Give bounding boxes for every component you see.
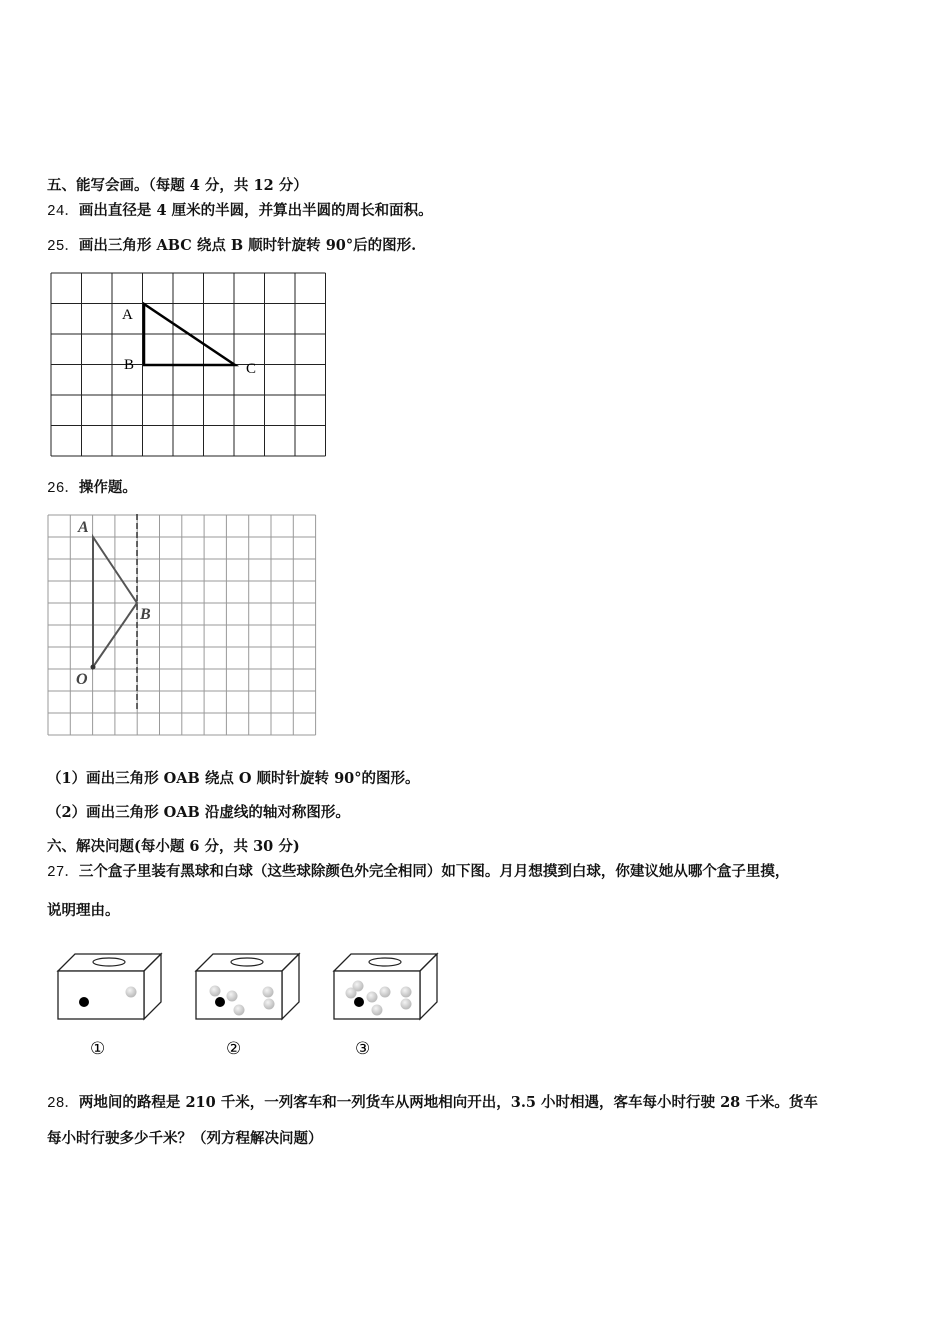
black-ball (215, 997, 225, 1007)
white-ball (234, 1005, 245, 1016)
question-28 (47, 1094, 818, 1113)
question-number: 28． (47, 1096, 79, 1112)
black-ball (354, 997, 364, 1007)
white-ball (346, 988, 357, 999)
white-ball (210, 986, 221, 997)
white-ball (264, 999, 275, 1010)
question-26-sub1: （1）画出三角形 OAB 绕点 O 顺时针旋转 90°的图形。 (47, 770, 420, 787)
label-a2: A (78, 519, 89, 536)
box-label-1: ① (90, 1039, 106, 1059)
question-number: 27． (47, 865, 79, 881)
question-number: 25． (47, 239, 79, 255)
question-text: 三个盒子里装有黑球和白球（这些球除颜色外完全相同）如下图。月月想摸到白球，你建议她从哪个盒子里摸， (78, 863, 790, 880)
label-o: O (76, 671, 88, 688)
label-c: C (246, 361, 257, 377)
question-number: 26． (47, 481, 79, 497)
white-ball (380, 987, 391, 998)
grid-oab (48, 515, 316, 735)
section6-heading: 六、解决问题(每小题 6 分，共 30 分) (47, 838, 300, 855)
question-26 (47, 479, 137, 498)
white-ball (126, 987, 137, 998)
question-27-line2: 说明理由。 (47, 902, 120, 919)
label-b2: B (140, 606, 151, 623)
question-text: 画出直径是 4 厘米的半圆，并算出半圆的周长和面积。 (78, 202, 433, 219)
ball-box-2 (196, 954, 299, 1019)
white-ball (401, 987, 412, 998)
label-a: A (122, 307, 133, 323)
ball-box-1 (58, 954, 161, 1019)
question-27 (47, 863, 789, 882)
question-number: 24． (47, 204, 79, 220)
question-text: 两地间的路程是 210 千米，一列客车和一列货车从两地相向开出，3.5 小时相遇，客车每小时行驶 28 千米。货车 (78, 1094, 818, 1111)
white-ball (263, 987, 274, 998)
question-26-sub2: （2）画出三角形 OAB 沿虚线的轴对称图形。 (47, 804, 350, 821)
black-ball (79, 997, 89, 1007)
question-28-line2: 每小时行驶多少千米？（列方程解决问题） (47, 1130, 323, 1147)
box-label-2: ② (226, 1039, 242, 1059)
section5-heading: 五、能写会画。（每题 4 分，共 12 分） (47, 177, 308, 194)
question-text: 操作题。 (78, 479, 137, 496)
question-text: 画出三角形 ABC 绕点 B 顺时针旋转 90°后的图形. (78, 237, 417, 254)
box-label-3: ③ (355, 1039, 371, 1059)
ball-box-3 (334, 954, 437, 1019)
white-ball (401, 999, 412, 1010)
box-top (196, 954, 299, 971)
label-b: B (124, 357, 135, 373)
box-top (58, 954, 161, 971)
ball-boxes (58, 954, 437, 1019)
point-o (91, 665, 96, 670)
box-top (334, 954, 437, 971)
white-ball (372, 1005, 383, 1016)
white-ball (367, 992, 378, 1003)
white-ball (227, 991, 238, 1002)
